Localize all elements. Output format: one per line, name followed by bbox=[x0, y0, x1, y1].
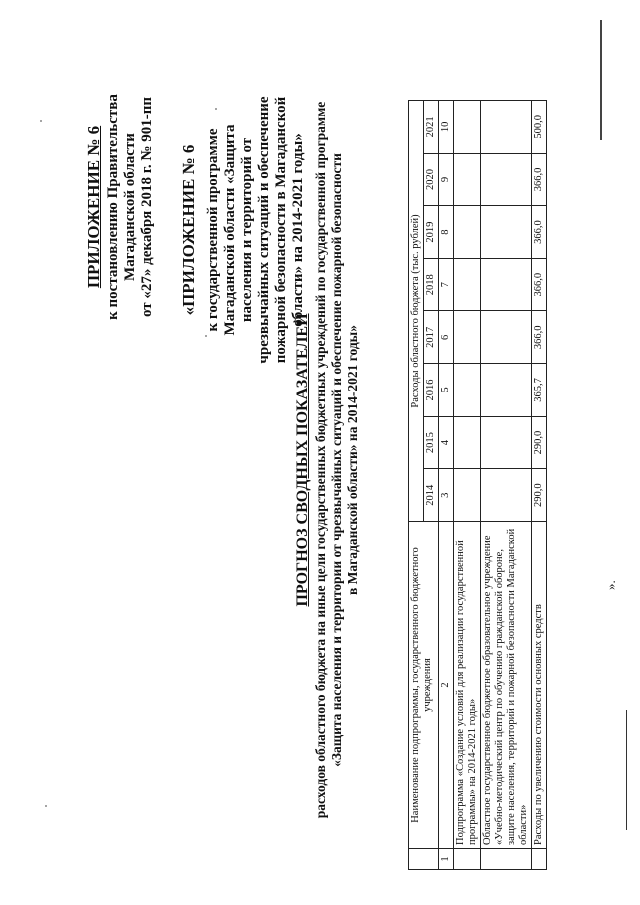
expense-value: 366,0 bbox=[532, 153, 547, 206]
closing-quote: ». bbox=[603, 580, 618, 590]
scan-speck bbox=[45, 805, 47, 807]
annex-sub-line: Магаданской области «Защита bbox=[222, 124, 238, 336]
table-cell bbox=[454, 206, 481, 259]
table-cell bbox=[481, 416, 532, 469]
table-cell bbox=[454, 416, 481, 469]
col-number: 7 bbox=[439, 258, 454, 311]
table-cell bbox=[454, 469, 481, 522]
table-cell bbox=[532, 849, 547, 870]
expense-value: 290,0 bbox=[532, 469, 547, 522]
table-cell bbox=[454, 311, 481, 364]
table-header-expenses: Расходы областного бюджета (тыс. рублей) bbox=[409, 101, 424, 522]
table-cell bbox=[481, 469, 532, 522]
col-number: 3 bbox=[439, 469, 454, 522]
scan-speck bbox=[215, 108, 217, 110]
subprogram-name: Подпрограмма «Создание условий для реализации государственной программы» на 2014-2021 годы» bbox=[454, 522, 481, 849]
expense-value: 366,0 bbox=[532, 206, 547, 259]
table-cell bbox=[454, 258, 481, 311]
signature-rule bbox=[626, 710, 627, 830]
col-number: 5 bbox=[439, 364, 454, 417]
table-cell bbox=[454, 364, 481, 417]
table-row bbox=[481, 101, 532, 870]
table-cell bbox=[454, 153, 481, 206]
table-header-row bbox=[409, 101, 424, 870]
annex-sub-line: населения и территорий от bbox=[239, 137, 255, 323]
col-number: 10 bbox=[439, 101, 454, 154]
col-number: 4 bbox=[439, 416, 454, 469]
year-cell: 2017 bbox=[424, 311, 439, 364]
annex-sub-line: пожарной безопасности в Магаданской bbox=[273, 96, 289, 364]
col-number: 8 bbox=[439, 206, 454, 259]
expense-value: 366,0 bbox=[532, 258, 547, 311]
table-cell bbox=[481, 849, 532, 870]
expense-value: 500,0 bbox=[532, 101, 547, 154]
expense-value: 365,7 bbox=[532, 364, 547, 417]
year-cell: 2021 bbox=[424, 101, 439, 154]
table-cell bbox=[454, 101, 481, 154]
table-cell bbox=[481, 311, 532, 364]
table-cell bbox=[481, 153, 532, 206]
year-cell: 2015 bbox=[424, 416, 439, 469]
table-cell bbox=[481, 101, 532, 154]
institution-name: Областное государственное бюджетное образовательное учреждение «Учебно-методический центр по обучению гражданской обороне, защите населения, территорий и пожарной безопасности Магаданской области» bbox=[481, 522, 532, 849]
annex-title: ПРИЛОЖЕНИЕ № 6 bbox=[84, 125, 103, 289]
expense-value: 366,0 bbox=[532, 311, 547, 364]
table-row bbox=[532, 101, 547, 870]
col-number: 6 bbox=[439, 311, 454, 364]
year-cell: 2018 bbox=[424, 258, 439, 311]
document-title: ПРОГНОЗ СВОДНЫХ ПОКАЗАТЕЛЕЙ bbox=[294, 313, 311, 607]
annex-line: Магаданской области bbox=[122, 133, 138, 281]
table-row bbox=[454, 101, 481, 870]
annex-sub-line: чрезвычайных ситуаций и обеспечение bbox=[256, 96, 272, 364]
expense-name: Расходы по увеличению стоимости основных средств bbox=[532, 522, 547, 849]
col-number: 9 bbox=[439, 153, 454, 206]
annex-header bbox=[85, 87, 156, 327]
document-subtitle: расходов областного бюджета на иные цели государственных бюджетных учреждений по государственной программе bbox=[313, 101, 328, 819]
expenses-table bbox=[408, 100, 547, 870]
annex-sub-line: к государственной программе bbox=[205, 128, 221, 332]
col-number: 1 bbox=[439, 849, 454, 870]
table-cell bbox=[454, 849, 481, 870]
scan-speck bbox=[205, 335, 207, 337]
table-numbering-row bbox=[439, 101, 454, 870]
annex-subheader bbox=[180, 80, 307, 380]
year-cell: 2019 bbox=[424, 206, 439, 259]
document-subtitle: в Магаданской области» на 2014-2021 годы» bbox=[345, 325, 360, 595]
year-cell: 2014 bbox=[424, 469, 439, 522]
scan-speck bbox=[40, 120, 42, 122]
annex-line: от «27» декабря 2018 г. № 901-пп bbox=[139, 97, 155, 318]
scan-edge-mark bbox=[600, 20, 602, 140]
annex-sub-title: «ПРИЛОЖЕНИЕ № 6 bbox=[179, 144, 198, 316]
col-number: 2 bbox=[439, 522, 454, 849]
document-title-block bbox=[295, 100, 361, 820]
year-cell: 2020 bbox=[424, 153, 439, 206]
rotated-page bbox=[0, 10, 640, 890]
table-cell bbox=[481, 206, 532, 259]
year-cell: 2016 bbox=[424, 364, 439, 417]
table-header-name: Наименование подпрограммы, государственного бюджетного учреждения bbox=[409, 522, 439, 849]
table-header-cell bbox=[409, 849, 439, 870]
annex-line: к постановлению Правительства bbox=[105, 94, 121, 320]
expense-value: 290,0 bbox=[532, 416, 547, 469]
table-cell bbox=[481, 364, 532, 417]
annex-sub-line: области» на 2014-2021 годы» bbox=[290, 133, 306, 327]
document-subtitle: «Защита населения и территории от чрезвычайных ситуаций и обеспечение пожарной безопасности bbox=[329, 153, 344, 767]
table-cell bbox=[481, 258, 532, 311]
